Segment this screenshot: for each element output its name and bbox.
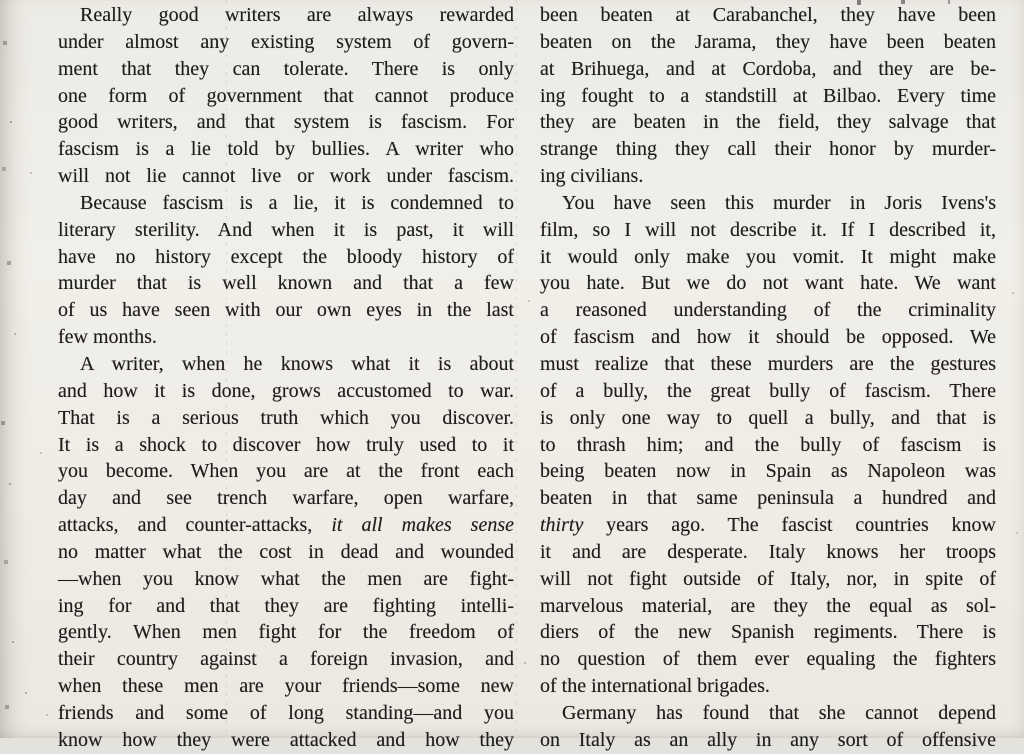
text-line: marvelous material, are they the equal as sol- — [540, 594, 996, 617]
text-line: at Brihuega, and at Cordoba, and they are be- — [540, 57, 996, 80]
text-line: gently. When men fight for the freedom of — [58, 621, 514, 644]
text-line: —when you know what the men are fight- — [58, 567, 514, 590]
text-line: you become. When you are at the front each — [58, 460, 514, 483]
column-gutter-crease — [516, 0, 517, 738]
text-line: ing fought to a standstill at Bilbao. Every time — [540, 84, 996, 107]
text-line: have no history except the bloody history of — [58, 245, 514, 268]
text-line: Because fascism is a lie, it is condemned to — [80, 191, 514, 214]
text-line: of the international brigades. — [540, 675, 770, 698]
text-line: It is a shock to discover how truly used to it — [58, 433, 514, 456]
text-line: a reasoned understanding of the criminality — [540, 299, 996, 322]
text-column-left — [58, 0, 514, 751]
text-line: murder that is well known and that a few — [58, 272, 514, 295]
text-line: ing civilians. — [540, 165, 644, 188]
text-line: of a bully, the great bully of fascism. There — [540, 379, 996, 402]
text-line: it would only make you vomit. It might make — [540, 245, 996, 268]
text-line: must realize that these murders are the gestures — [540, 352, 996, 375]
text-line: one form of government that cannot produce — [58, 84, 514, 107]
text-line: day and see trench warfare, open warfare, — [58, 487, 514, 510]
clipped-line-fragment-top — [0, 0, 2, 2]
text-line: no question of them ever equaling the fighters — [540, 648, 996, 671]
text-line: been beaten at Carabanchel, they have been — [540, 4, 996, 26]
text-line: literary sterility. And when it is past, it will — [58, 218, 514, 241]
text-line: know how they were attacked and how they — [58, 728, 514, 751]
text-column-right — [540, 0, 996, 751]
text-line: beaten on the Jarama, they have been beaten — [540, 30, 996, 53]
text-line: ment that they can tolerate. There is only — [58, 57, 514, 80]
text-line: fascism is a lie told by bullies. A writer who — [58, 138, 514, 161]
italic-text: it all makes sense — [331, 514, 514, 537]
text-line: you hate. But we do not want hate. We want — [540, 272, 996, 295]
text-line: diers of the new Spanish regiments. There is — [540, 621, 996, 644]
italic-text: thirty — [540, 514, 584, 537]
text-line: friends and some of long standing—and you — [58, 701, 514, 724]
text-line: Really good writers are always rewarded — [80, 4, 514, 26]
text-line: A writer, when he knows what it is about — [80, 352, 514, 375]
text-line: attacks, and counter-attacks, it all makes sense — [58, 514, 514, 537]
text-line: few months. — [58, 326, 157, 349]
text-line: thirty years ago. The fascist countries know — [540, 514, 996, 537]
text-line: of us have seen with our own eyes in the last — [58, 299, 514, 322]
text-line: it and are desperate. Italy knows her troops — [540, 540, 996, 563]
text-line: of fascism and how it should be opposed. We — [540, 326, 996, 349]
text-line: film, so I will not describe it. If I described it, — [540, 218, 996, 241]
text-line: no matter what the cost in dead and wounded — [58, 540, 514, 563]
text-line: will not fight outside of Italy, nor, in spite of — [540, 567, 996, 590]
text-line: their country against a foreign invasion, and — [58, 648, 514, 671]
text-line: Germany has found that she cannot depend — [562, 701, 996, 724]
text-line: ing for and that they are fighting intelli- — [58, 594, 514, 617]
text-line: on Italy as an ally in any sort of offensive — [540, 728, 996, 751]
text-line: is only one way to quell a bully, and that is — [540, 406, 996, 429]
text-line: You have seen this murder in Joris Ivens's — [562, 191, 996, 214]
text-line: and how it is done, grows accustomed to war. — [58, 379, 514, 402]
text-line: under almost any existing system of govern- — [58, 30, 514, 53]
text-line: to thrash him; and the bully of fascism is — [540, 433, 996, 456]
text-line: they are beaten in the field, they salvage that — [540, 111, 996, 134]
text-line: beaten in that same peninsula a hundred and — [540, 487, 996, 510]
text-line: when these men are your friends—some new — [58, 675, 514, 698]
text-line: good writers, and that system is fascism. For — [58, 111, 514, 134]
text-line: That is a serious truth which you discover. — [58, 406, 514, 429]
text-line: will not lie cannot live or work under fascism. — [58, 165, 514, 188]
text-line: strange thing they call their honor by murder- — [540, 138, 996, 161]
text-line: being beaten now in Spain as Napoleon was — [540, 460, 996, 483]
